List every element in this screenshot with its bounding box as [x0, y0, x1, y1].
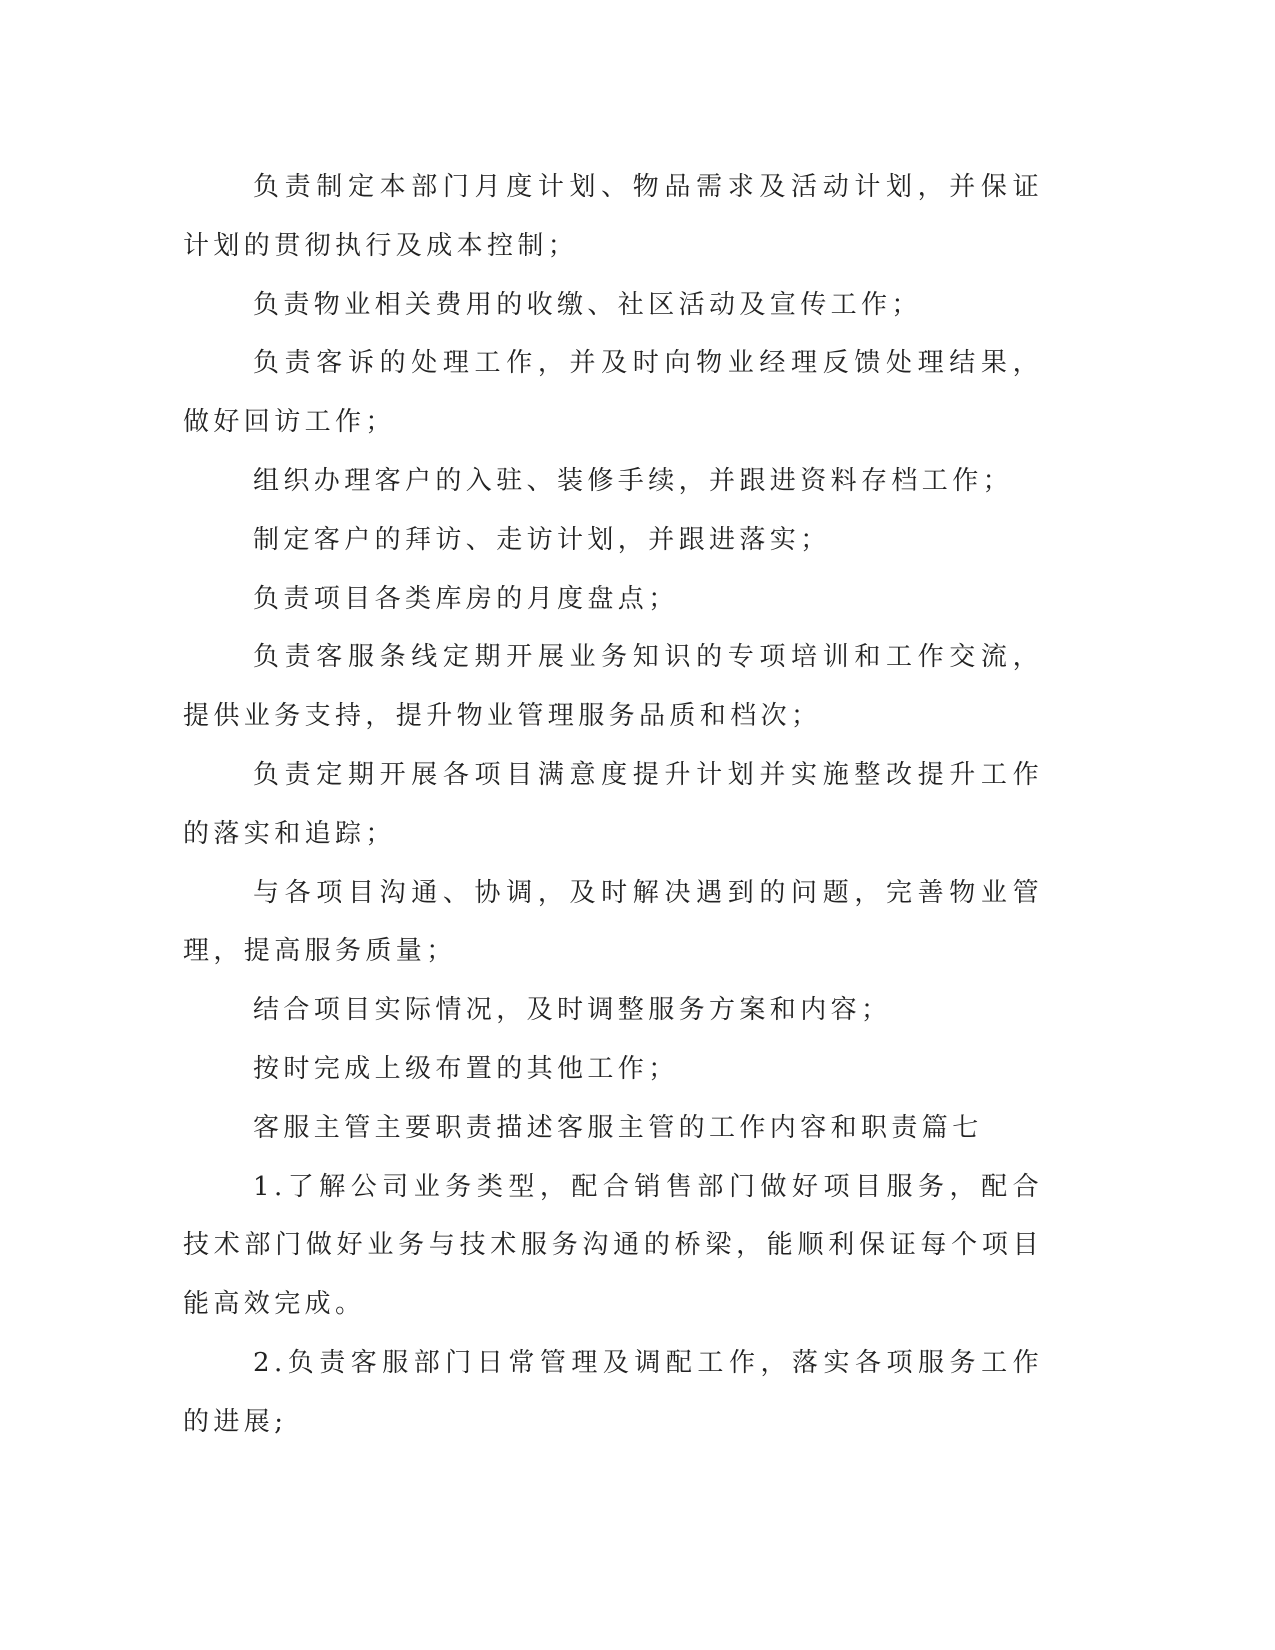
- section-heading: 客服主管主要职责描述客服主管的工作内容和职责篇七: [253, 1112, 983, 1143]
- paragraph-3: 负责客诉的处理工作，并及时向物业经理反馈处理结果，做好回访工作；: [183, 348, 1043, 438]
- paragraph-10: 结合项目实际情况，及时调整服务方案和内容；: [253, 995, 892, 1026]
- paragraph-5: 制定客户的拜访、走访计划，并跟进落实；: [253, 524, 831, 555]
- paragraph-2: 负责物业相关费用的收缴、社区活动及宣传工作；: [253, 289, 922, 320]
- paragraph-8: 负责定期开展各项目满意度提升计划并实施整改提升工作的落实和追踪；: [183, 759, 1043, 849]
- document-body: [183, 158, 1043, 1452]
- paragraph-11: 按时完成上级布置的其他工作；: [253, 1053, 679, 1084]
- paragraph-9: 与各项目沟通、协调，及时解决遇到的问题，完善物业管理，提高服务质量；: [183, 877, 1043, 967]
- paragraph-1: 负责制定本部门月度计划、物品需求及活动计划，并保证计划的贯彻执行及成本控制；: [183, 172, 1043, 261]
- paragraph-7: 负责客服条线定期开展业务知识的专项培训和工作交流，提供业务支持，提升物业管理服务品质和档次；: [183, 642, 1043, 732]
- paragraph-4: 组织办理客户的入驻、装修手续，并跟进资料存档工作；: [253, 465, 1014, 496]
- paragraph-item-1: 1.了解公司业务类型，配合销售部门做好项目服务，配合技术部门做好业务与技术服务沟通的桥梁，能顺利保证每个项目能高效完成。: [183, 1171, 1043, 1320]
- paragraph-6: 负责项目各类库房的月度盘点；: [253, 583, 679, 614]
- paragraph-item-2: 2.负责客服部门日常管理及调配工作，落实各项服务工作的进展;: [183, 1347, 1043, 1437]
